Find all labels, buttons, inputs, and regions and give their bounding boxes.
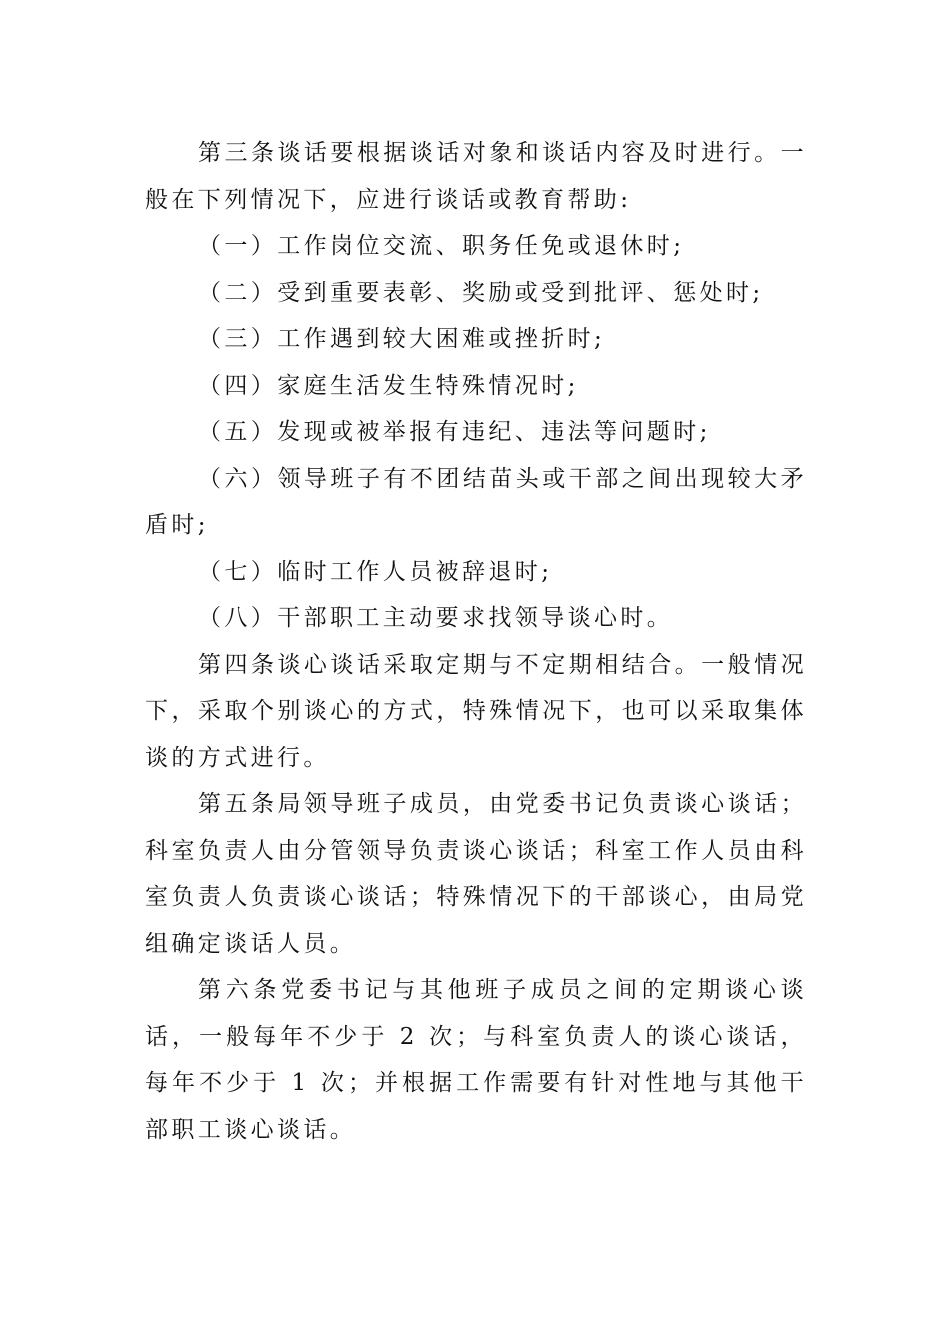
list-item-7: （七）临时工作人员被辞退时; bbox=[198, 558, 553, 585]
list-item-5: （五）发现或被举报有违纪、违法等问题时; bbox=[198, 419, 711, 445]
article-6: 第六条党委书记与其他班子成员之间的定期谈心谈话，一般每年不少于 2 次；与科室负责人的谈心谈话，每年不少于 1 次；并根据工作需要有针对性地与其他干部职工谈心谈话。 bbox=[145, 977, 807, 1143]
list-item-3: （三）工作遇到较大困难或挫折时; bbox=[198, 326, 606, 352]
list-item-6: （六）领导班子有不团结苗头或干部之间出现较大矛盾时; bbox=[145, 465, 807, 538]
list-item-4: （四）家庭生活发生特殊情况时; bbox=[198, 372, 579, 399]
list-item-8: （八）干部职工主动要求找领导谈心时。 bbox=[198, 605, 674, 631]
article-4: 第四条谈心谈话采取定期与不定期相结合。一般情况下，采取个别谈心的方式，特殊情况下，也可以采取集体谈的方式进行。 bbox=[145, 651, 807, 771]
document-body bbox=[145, 130, 807, 1153]
article-5: 第五条局领导班子成员，由党委书记负责谈心谈话；科室负责人由分管领导负责谈心谈话；科室工作人员由科室负责人负责谈心谈话；特殊情况下的干部谈心，由局党组确定谈话人员。 bbox=[145, 791, 807, 957]
list-item-2: （二）受到重要表彰、奖励或受到批评、惩处时; bbox=[198, 279, 764, 306]
list-item-1: （一）工作岗位交流、职务任免或退休时; bbox=[198, 233, 685, 259]
article-3-intro: 第三条谈话要根据谈话对象和谈话内容及时进行。一般在下列情况下，应进行谈话或教育帮助: bbox=[145, 140, 807, 213]
